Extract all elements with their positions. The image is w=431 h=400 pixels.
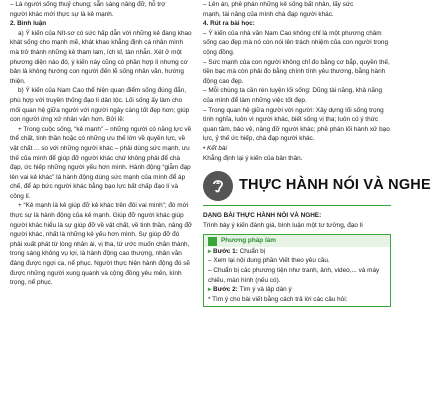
section-heading-binh-luan: 2. Bình luận	[10, 20, 47, 28]
right-column	[203, 0, 431, 307]
section-title-block	[203, 171, 431, 201]
ear-icon	[203, 171, 233, 201]
paragraph-plus-2: + “Kẻ mạnh là kẻ giúp đỡ kẻ khác trên đôi vai mình”; đó mới thực sự là hành động của kẻ mạnh. Giúp đỡ người khác giúp người khác hiểu là sự giúp đỡ về vật chất, về tinh thần, nâng đỡ người khác, nhất là những kẻ yếu hơn mình. Sự giúp đỡ đó phải xuất phát từ lòng nhân ái, vị tha, từ ước muốn chân thành, trong sáng không vụ lợi, là hành động cao thượng, nhân văn đáng được ngợi ca, nể phục. Người thực hiện hành động đó sẽ được những người xung quanh và cộng đồng yêu mến, kính trọng, nể phục.	[10, 202, 193, 287]
gear-icon	[208, 237, 217, 246]
method-box-header	[204, 235, 390, 247]
paragraph-a: a) Ý kiến của Nít-sơ có sức hấp dẫn với những kẻ đang khao khát sống cho mạnh mẽ, khát khao khẳng định cá nhân mình mà trở thành những kẻ tham lam, ích kỉ, tàn nhẫn. Xét ở một phương diện nào đó, ý kiến này cũng có phần hợp lí nhưng cơ bản là không hướng con người đến lẽ sống nhân văn, hướng thiện.	[10, 29, 192, 85]
step-1	[208, 247, 386, 257]
ket-bai-label: • Kết bài	[203, 144, 227, 152]
step-2-label: Bước 2:	[212, 286, 238, 294]
paragraph-plus-1: + Trong cuộc sống, “kẻ mạnh” – những người có năng lực về thể chất, tinh thần hoặc có những ưu thế lớn về quyền lực, về vật chất ... so với những người khác – phải dùng sức mạnh, ưu thế của mình để giúp đỡ người khác chứ không phải để chà đạp, ức hiếp những người yếu hơn mình. Hành động “giẫm đạp lên vai kẻ khác” là hành động dùng sức mạnh của mình để áp chế, để áp bức người khác bằng bạo lực bất chấp đạo lí và công lí.	[10, 125, 192, 200]
section-heading-bai-hoc: 4. Rút ra bài học:	[203, 20, 255, 28]
method-title: Phương pháp làm	[221, 237, 276, 245]
dang-bai-text: Trình bày ý kiến đánh giá, bình luận một tư tưởng, đạo lí	[203, 221, 363, 229]
text-line: mạnh, tài năng của mình chà đạp người khác.	[203, 10, 334, 18]
paragraph: – Ý kiến của nhà văn Nam Cao không chỉ là một phương châm sống cao đẹp mà nó còn nói lên trách nhiệm của con người trong cộng đồng.	[203, 29, 389, 56]
step-2	[208, 285, 386, 295]
left-column	[10, 0, 193, 288]
step-line: – Xem lại nội dung phần Viết theo yêu cầu.	[208, 257, 330, 265]
step-line: – Chuẩn bị các phương tiện như tranh, ảnh, video,... và máy chiếu, màn hình (nếu có).	[208, 267, 380, 284]
method-box-body	[204, 247, 390, 305]
section-divider	[203, 205, 391, 206]
step-1-label: Bước 1:	[212, 247, 238, 255]
step-1-name: Chuẩn bị	[237, 247, 266, 255]
step-bullet: ▸	[208, 247, 213, 255]
paragraph: – Mỗi chúng ta cần rèn luyện lối sống: Dũng tài năng, khả năng của mình để làm những việc tốt đẹp.	[203, 87, 383, 104]
text-line: – Lên án, phê phán những kẻ sống bất nhân, lấy sức	[203, 1, 354, 8]
paragraph: – Sức mạnh của con người không chỉ đo bằng cơ bắp, quyền thế, tiền bạc mà còn phải đo bằng chính tình yêu thương, bằng hành động cao đẹp.	[203, 58, 390, 85]
step-2-name: Tìm ý và lập dàn ý	[237, 286, 292, 294]
paragraph-b: b) Ý kiến của Nam Cao thể hiện quan điểm sống đúng đắn, phù hợp với truyền thống đạo lí dân tộc. Lối sống ấy làm cho mối quan hệ giữa người với người ngày càng tốt đẹp hơn; giúp con người ứng xử nhân văn hơn. Bởi lẽ:	[10, 87, 190, 124]
text-line: – Là người sống thuỷ chung; sẵn sàng nâng đỡ, hỗ trợ	[10, 1, 166, 8]
step-bullet: ▸	[208, 286, 213, 294]
method-box	[203, 234, 391, 307]
dang-bai-heading: DẠNG BÀI THỰC HÀNH NÓI VÀ NGHE:	[203, 212, 322, 220]
text-line: người khác mới thực sự là kẻ mạnh.	[10, 10, 114, 18]
step-line: * Tìm ý cho bài viết bằng cách trả lời các câu hỏi:	[208, 295, 348, 303]
paragraph: – Trong quan hệ giữa người với người: Xây dựng lối sống trọng tình nghĩa, luôn vì người khác, biết sống vị tha; luôn có ý thức quan tâm, bảo vệ, nâng đỡ người khác; phê phán lối hành xử bạo lực, ỷ thế ức hiếp, chà đạp người khác.	[203, 106, 390, 143]
ket-bai-text: Khẳng định lại ý kiến của bản thân.	[203, 154, 303, 162]
section-title: THỰC HÀNH NÓI VÀ NGHE	[239, 177, 431, 194]
